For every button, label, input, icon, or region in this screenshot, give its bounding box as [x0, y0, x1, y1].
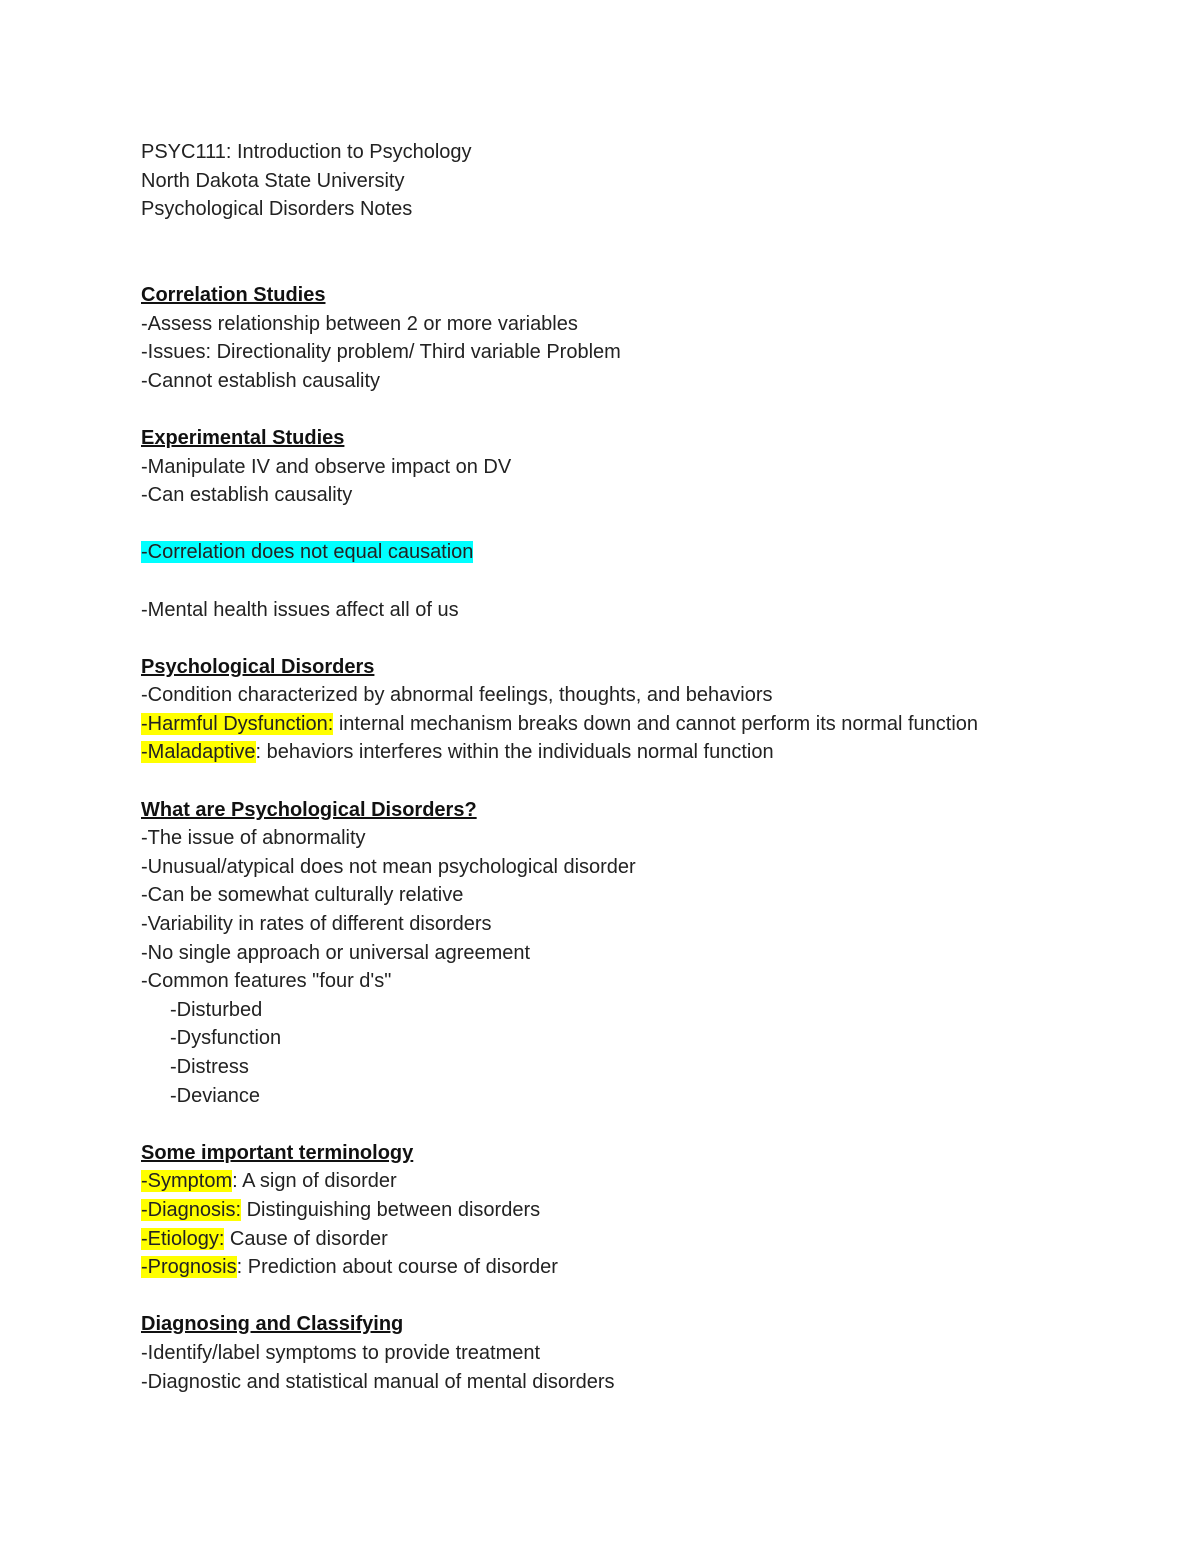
- experimental-item: -Manipulate IV and observe impact on DV: [141, 455, 512, 478]
- cyan-highlight: -Correlation does not equal causation: [141, 541, 474, 564]
- four-ds-item: -Distress: [170, 1056, 249, 1078]
- psychological-disorders-heading: Psychological Disorders: [141, 655, 375, 678]
- terminology-item: [141, 1253, 1141, 1282]
- maladaptive-term: -Maladaptive: [141, 741, 256, 764]
- spacer: [141, 395, 1141, 424]
- spacer: [141, 567, 1141, 596]
- harmful-dysfunction-item: [141, 710, 1141, 739]
- term-definition: Distinguishing between disorders: [241, 1198, 541, 1221]
- term-etiology: -Etiology:: [141, 1227, 225, 1250]
- terminology-item: [141, 1196, 1141, 1225]
- spacer: [141, 224, 1141, 253]
- diagnosing-item: -Diagnostic and statistical manual of mental disorders: [141, 1370, 615, 1393]
- spacer: [141, 252, 1141, 281]
- what-are-item: -Can be somewhat culturally relative: [141, 884, 464, 907]
- what-are-item: -No single approach or universal agreement: [141, 941, 531, 964]
- term-diagnosis: -Diagnosis:: [141, 1198, 242, 1221]
- term-definition: : A sign of disorder: [232, 1170, 397, 1193]
- harmful-dysfunction-term: -Harmful Dysfunction:: [141, 712, 334, 735]
- diagnosing-heading: Diagnosing and Classifying: [141, 1313, 404, 1336]
- what-are-item: -Variability in rates of different disorders: [141, 913, 492, 936]
- spacer: [141, 624, 1141, 653]
- correlation-item: -Issues: Directionality problem/ Third variable Problem: [141, 341, 621, 364]
- spacer: [141, 1110, 1141, 1139]
- spacer: [141, 767, 1141, 796]
- four-ds-item: -Dysfunction: [170, 1027, 282, 1050]
- document-page: [141, 138, 1141, 1396]
- experimental-studies-heading: Experimental Studies: [141, 426, 345, 449]
- mental-health-note: -Mental health issues affect all of us: [141, 598, 459, 621]
- course-title: PSYC111: Introduction to Psychology: [141, 141, 472, 163]
- diagnosing-item: -Identify/label symptoms to provide treatment: [141, 1341, 541, 1364]
- university-name: North Dakota State University: [141, 169, 405, 192]
- term-definition: Cause of disorder: [224, 1227, 388, 1250]
- experimental-item: -Can establish causality: [141, 484, 353, 507]
- terminology-heading: Some important terminology: [141, 1141, 414, 1164]
- term-definition: : Prediction about course of disorder: [236, 1256, 558, 1279]
- correlation-causation-callout: [141, 538, 1141, 567]
- term-prognosis: -Prognosis: [141, 1256, 237, 1279]
- term-symptom: -Symptom: [141, 1170, 233, 1193]
- maladaptive-item: [141, 738, 1141, 767]
- correlation-item: -Assess relationship between 2 or more variables: [141, 312, 578, 335]
- terminology-item: [141, 1225, 1141, 1254]
- four-ds-item: -Disturbed: [170, 998, 263, 1021]
- what-are-item: -The issue of abnormality: [141, 827, 366, 850]
- what-are-item: -Unusual/atypical does not mean psychological disorder: [141, 855, 636, 878]
- harmful-dysfunction-definition: internal mechanism breaks down and cannot perform its normal function: [333, 712, 979, 735]
- notes-title: Psychological Disorders Notes: [141, 198, 413, 221]
- spacer: [141, 510, 1141, 539]
- what-are-item: -Common features "four d's": [141, 970, 392, 993]
- disorders-item: -Condition characterized by abnormal feelings, thoughts, and behaviors: [141, 684, 773, 707]
- four-ds-item: -Deviance: [170, 1084, 261, 1107]
- correlation-studies-heading: Correlation Studies: [141, 283, 326, 306]
- spacer: [141, 1282, 1141, 1311]
- what-are-disorders-heading: What are Psychological Disorders?: [141, 798, 477, 821]
- terminology-item: [141, 1167, 1141, 1196]
- correlation-item: -Cannot establish causality: [141, 369, 381, 392]
- maladaptive-definition: : behaviors interferes within the individuals normal function: [255, 741, 774, 764]
